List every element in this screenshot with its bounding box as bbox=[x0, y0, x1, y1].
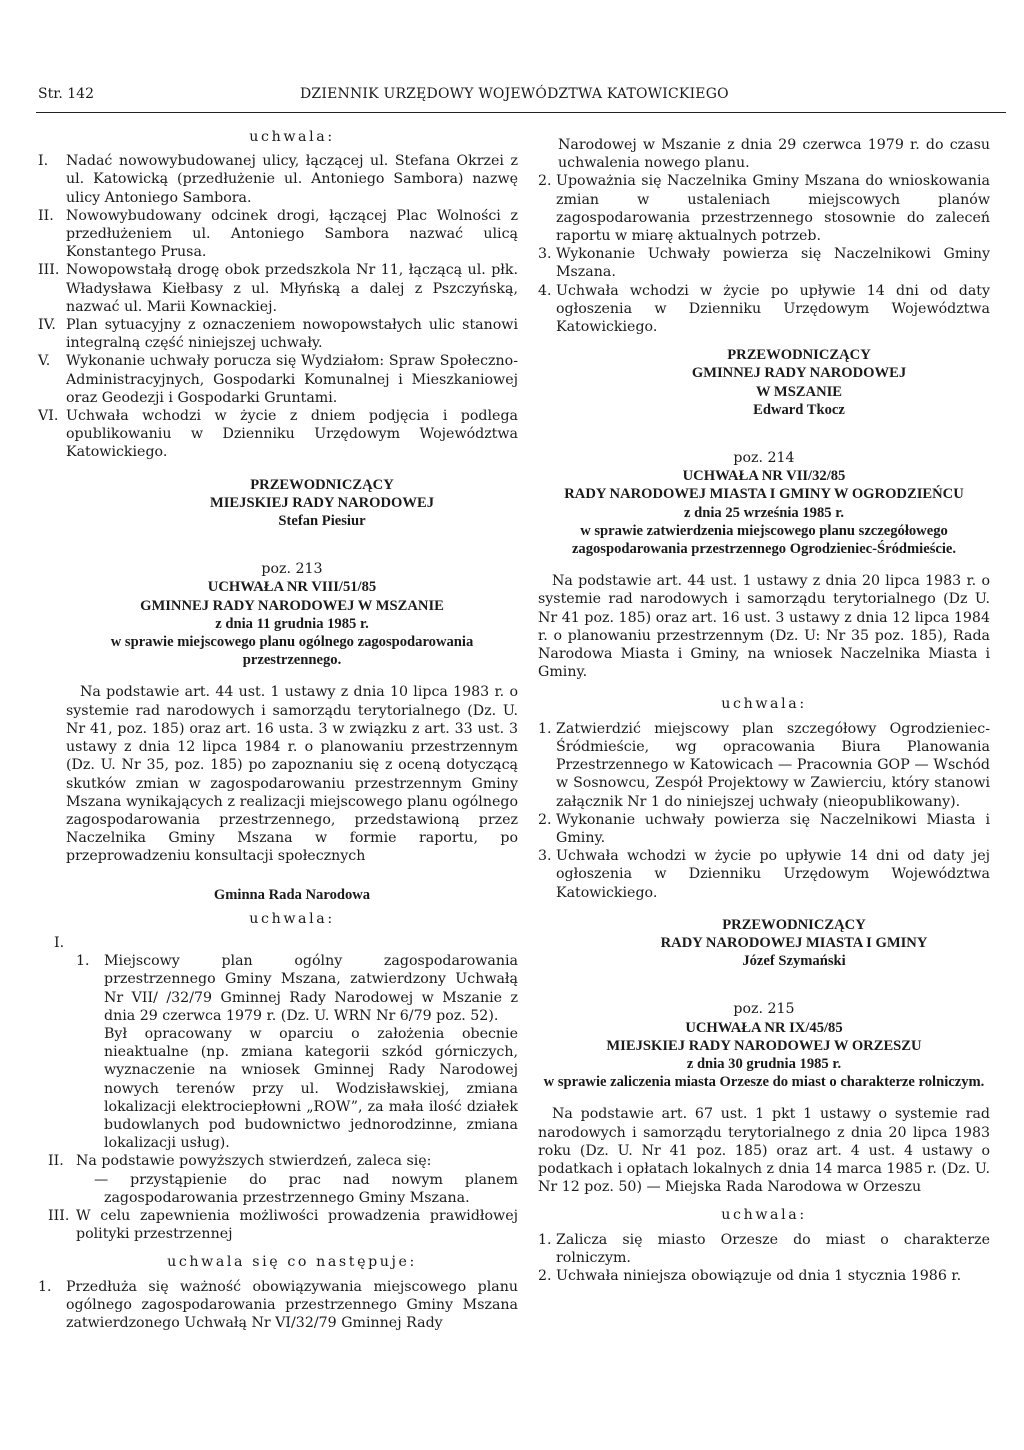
resolution-date: z dnia 25 września 1985 r. bbox=[684, 504, 844, 521]
paragraph: Narodowej w Mszanie z dnia 29 czerwca 1979 r. do czasu uchwalenia nowego planu. bbox=[558, 137, 990, 172]
section-label: I. bbox=[54, 934, 65, 951]
uchwala-heading: uchwala: bbox=[249, 129, 335, 145]
list-item: III. W celu zapewnienia możliwości prowadzenia prawidłowej polityki przestrzennej bbox=[48, 1207, 518, 1243]
council-name: Gminna Rada Narodowa bbox=[213, 886, 371, 903]
list-item: 1. Miejscowy plan ogólny zagospodarowania przestrzennego Gminy Mszana, zatwierdzony Uchwałą Nr VII/ /32/79 Gminnej Rady Narodowej w Mszanie z dnia 29 czerwca 1979 r. (Dz. U. WRN Nr 6/79 poz. 52). bbox=[76, 953, 518, 1024]
list-item: 4. Uchwała wchodzi w życie po upływie 14 dni od daty ogłoszenia w Dzienniku Urzędowym Województwa Katowickiego. bbox=[538, 282, 990, 336]
list-item: V. Wykonanie uchwały porucza się Wydziałom: Spraw Społeczno-Administracyjnych, Gospodarki Komunalnej i Mieszkaniowej oraz Geodezji i Gospodarki Gruntami. bbox=[38, 353, 518, 406]
resolution-subject: w sprawie zatwierdzenia miejscowego planu szczegółowego zagospodarowania przestrzennego Ogrodzieniec-Śródmieście. bbox=[571, 522, 957, 558]
paragraph: Był opracowany w oparciu o założenia obecnie nieaktualne (np. zmiana kategorii szkód górniczych, wyznaczenie na wniosek Gminnej Rady Narodowej nowych terenów przy ul. Wodzisławskiej, zmiana lokalizacji elektrociepłowni „ROW”, za mała ilość działek budowlanych pod budownictwo jednorodzinne, zmiana lokalizacji usług). bbox=[104, 1025, 518, 1152]
resolution-body: MIEJSKIEJ RADY NARODOWEJ W ORZESZU bbox=[606, 1037, 922, 1054]
list-item: IV. Plan sytuacyjny z oznaczeniem nowopowstałych ulic stanowi integralną część niniejszej uchwały. bbox=[38, 317, 518, 352]
list-item: 1. Zatwierdzić miejscowy plan szczegółowy Ogrodzieniec-Śródmieście, wg opracowania Biura Planowania Przestrzennego w Katowicach — Pracownia GOP — Wschód w Sosnowcu, Zespół Projektowy w Zawierciu, który stanowi załącznik Nr 1 do niniejszej uchwały (nieopublikowany). bbox=[538, 720, 990, 810]
header-rule bbox=[36, 112, 1006, 113]
right-column bbox=[538, 136, 990, 1285]
resolution-date: z dnia 30 grudnia 1985 r. bbox=[686, 1055, 842, 1072]
position-number: poz. 214 bbox=[733, 450, 795, 467]
left-column bbox=[38, 128, 518, 1332]
preamble: Na podstawie art. 44 ust. 1 ustawy z dnia 10 lipca 1983 r. o systemie rad narodowych i samorządu terytorialnego (Dz. U. Nr 41, poz. 185) oraz art. 16 usta. 3 w związku z art. 33 ust. 3 ustawy z dnia 12 lipca 1984 r. o planowaniu przestrzennym (Dz. U. Nr 35, poz. 185) po zapoznaniu się z oceną dotyczącą skutków zmian w zagospodarowaniu przestrzennym Gminy Mszana wynikających z realizacji miejscowego planu ogólnego zagospodarowania przestrzennego, przedstawioną przez Naczelnika Gminy Mszana w formie raportu, po przeprowadzeniu konsultacji społecznych bbox=[66, 684, 518, 865]
list-item: 1. Przedłuża się ważność obowiązywania miejscowego planu ogólnego zagospodarowania przestrzennego Gminy Mszana zatwierdzonego Uchwałą Nr VI/32/79 Gminnej Rady bbox=[38, 1278, 518, 1331]
dash-item: — przystąpienie do prac nad nowym planem zagospodarowania przestrzennego Gminy Mszana. bbox=[94, 1171, 518, 1206]
list-item: III. Nowopowstałą drogę obok przedszkola Nr 11, łączącą ul. płk. Władysława Kiełbasy z ul. Młyńską a dalej z Pszczyńską, nazwać ul. Marii Kownackiej. bbox=[38, 262, 518, 315]
list-item: II. Nowowybudowany odcinek drogi, łączącej Plac Wolności z przedłużeniem ul. Antoniego Sambora nazwać ulicą Konstantego Prusa. bbox=[38, 207, 518, 261]
position-number: poz. 213 bbox=[261, 561, 323, 578]
resolution-title: UCHWAŁA NR VIII/51/85 bbox=[207, 579, 377, 596]
resolution-body: RADY NARODOWEJ MIASTA I GMINY W OGRODZIEŃCU bbox=[564, 486, 964, 503]
resolution-subject: w sprawie miejscowego planu ogólnego zagospodarowania przestrzennego. bbox=[110, 634, 474, 669]
list-item: 2. Upoważnia się Naczelnika Gminy Mszana do wnioskowania zmian w ustaleniach miejscowych planów zagospodarowania przestrzennego stosownie do zaleceń raportu w miarę aktualnych potrzeb. bbox=[538, 173, 990, 245]
preamble: Na podstawie art. 67 ust. 1 pkt 1 ustawy o systemie rad narodowych i samorządu terytorialnego z dnia 20 lipca 1983 roku (Dz. U. Nr 41 poz. 185) oraz art. 4 ust. 4 ustawy o podatkach i opłatach lokalnych z dnia 14 marca 1985 r. (Dz. U. Nr 12 poz. 50) — Miejska Rada Narodowa w Orzeszu bbox=[538, 1106, 990, 1196]
position-number: poz. 215 bbox=[733, 1001, 795, 1018]
uchwala-heading: uchwala: bbox=[721, 1207, 807, 1224]
list-item: II. Na podstawie powyższych stwierdzeń, zaleca się: bbox=[48, 1153, 432, 1170]
preamble: Na podstawie art. 44 ust. 1 ustawy z dnia 20 lipca 1983 r. o systemie rad narodowych i samorządu terytorialnego (Dz U. Nr 41 poz. 185) oraz art. 16 ust. 3 ustawy z dnia 12 lipca 1984 r. o planowaniu przestrzennym (Dz. U: Nr 35 poz. 185), Rada Narodowa Miasta i Gminy, na wniosek Naczelnika Miasta i Gminy. bbox=[538, 573, 990, 681]
uchwala-heading: uchwala: bbox=[249, 910, 335, 927]
resolution-date: z dnia 11 grudnia 1985 r. bbox=[215, 615, 369, 632]
list-item: 2. Uchwała niniejsza obowiązuje od dnia 1 stycznia 1986 r. bbox=[538, 1267, 962, 1284]
list-item: 3. Wykonanie Uchwały powierza się Naczelnikowi Gminy Mszana. bbox=[538, 246, 990, 281]
resolution-items bbox=[38, 152, 518, 461]
uchwala-heading: uchwala: bbox=[721, 696, 807, 713]
list-item: 1. Zalicza się miasto Orzesze do miast o charakterze rolniczym. bbox=[538, 1231, 990, 1266]
list-item: 2. Wykonanie uchwały powierza się Naczelnikowi Miasta i Gminy. bbox=[538, 811, 990, 846]
signature-block: PRZEWODNICZĄCY GMINNEJ RADY NARODOWEJ W MSZANIE Edward Tkocz bbox=[691, 347, 907, 418]
list-item: VI. Uchwała wchodzi w życie z dniem podjęcia i podlega opublikowaniu w Dzienniku Urzędowym Województwa Katowickiego. bbox=[38, 408, 518, 461]
page-number: Str. 142 bbox=[38, 86, 94, 102]
resolution-title: UCHWAŁA NR IX/45/85 bbox=[685, 1019, 843, 1036]
list-item: 3. Uchwała wchodzi w życie po upływie 14 dni od daty jej ogłoszenia w Dzienniku Urzędowym Województwa Katowickiego. bbox=[538, 848, 990, 901]
resolution-subject: w sprawie zaliczenia miasta Orzesze do miast o charakterze rolniczym. bbox=[543, 1074, 985, 1091]
page-header bbox=[38, 86, 1006, 108]
resolution-body: GMINNEJ RADY NARODOWEJ W MSZANIE bbox=[140, 597, 444, 614]
signature-block: PRZEWODNICZĄCY RADY NARODOWEJ MIASTA I GMINY Józef Szymański bbox=[660, 916, 928, 970]
list-item: I. Nadać nowowybudowanej ulicy, łączącej ul. Stefana Okrzei z ul. Katowicką (przedłużenie ul. Antoniego Sambora) nazwę ulicy Antoniego Sambora. bbox=[38, 153, 518, 206]
resolution-title: UCHWAŁA NR VII/32/85 bbox=[682, 468, 846, 485]
signature-block: PRZEWODNICZĄCY MIEJSKIEJ RADY NARODOWEJ Stefan Piesiur bbox=[209, 476, 435, 530]
uchwala-heading: uchwala się co następuje: bbox=[167, 1254, 417, 1271]
gazette-title: DZIENNIK URZĘDOWY WOJEWÓDZTWA KATOWICKIEGO bbox=[300, 86, 729, 102]
